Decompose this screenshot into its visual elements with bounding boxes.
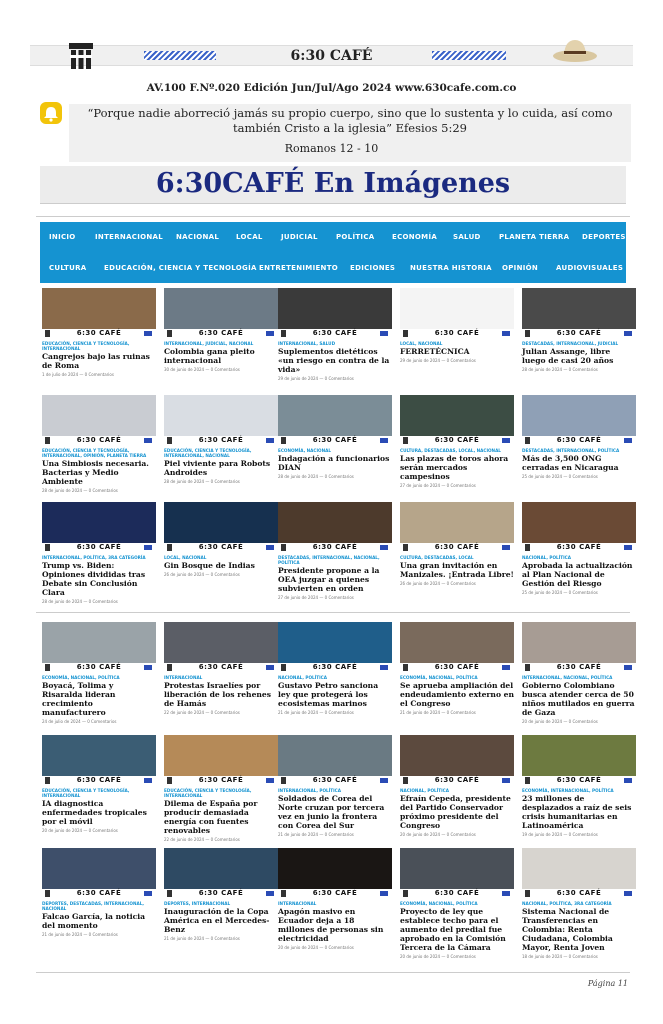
image-watermark-band: [164, 329, 278, 338]
news-meta: 20 de junio de 2024 — 0 Comentarios: [400, 954, 476, 959]
watermark-text: 6:30 CAFÉ: [556, 776, 602, 784]
news-card[interactable]: [278, 848, 392, 950]
flag-icon: [380, 545, 388, 550]
flag-icon: [266, 665, 274, 670]
news-title[interactable]: Más de 3,500 ONG cerradas en Nicaragua: [522, 454, 619, 472]
watermark-text: 6:30 CAFÉ: [76, 889, 122, 897]
news-category[interactable]: EDUCACIÓN, CIENCIA Y TECNOLOGÍA, INTERNACIONAL: [42, 341, 130, 351]
news-meta: 26 de junio de 2024 — 0 Comentarios: [164, 572, 240, 577]
news-image[interactable]: [278, 848, 392, 898]
news-card[interactable]: [522, 622, 636, 724]
news-category[interactable]: ECONOMÍA, NACIONAL, POLÍTICA: [42, 675, 120, 680]
news-card[interactable]: [42, 395, 156, 493]
news-title[interactable]: Trump vs. Biden: Opiniones divididas tras Debate sin Conclusión Clara: [42, 561, 146, 597]
news-card[interactable]: [42, 848, 156, 937]
flag-icon: [380, 331, 388, 336]
news-meta: 1 de julio de 2024 — 0 Comentarios: [42, 372, 114, 377]
image-watermark-band: [42, 543, 156, 552]
news-meta: 21 de junio de 2024 — 0 Comentarios: [278, 710, 354, 715]
news-title[interactable]: Falcao García, la noticia del momento: [42, 912, 146, 930]
edition-line: AV.100 F.Nº.020 Edición Jun/Jul/Ago 2024 www.630cafe.com.co: [146, 82, 517, 94]
page-number: Página 11: [587, 979, 628, 988]
image-watermark-band: [278, 329, 392, 338]
flag-icon: [144, 778, 152, 783]
news-card[interactable]: [42, 502, 156, 604]
news-card[interactable]: [400, 735, 514, 837]
news-card[interactable]: [278, 288, 392, 381]
news-image[interactable]: [42, 735, 156, 785]
news-meta: 28 de junio de 2024 — 0 Comentarios: [42, 599, 118, 604]
nav-menu: [40, 222, 626, 283]
watermark-text: 6:30 CAFÉ: [198, 329, 244, 337]
news-card[interactable]: [164, 288, 278, 372]
news-title[interactable]: Indagación a funcionarios DIAN: [278, 454, 390, 472]
news-image[interactable]: [400, 502, 514, 552]
watermark-text: 6:30 CAFÉ: [434, 889, 480, 897]
news-category[interactable]: EDUCACIÓN, CIENCIA Y TECNOLOGÍA, INTERNACIONAL: [164, 788, 252, 798]
flag-icon: [266, 778, 274, 783]
flag-icon: [144, 438, 152, 443]
image-watermark-band: [522, 663, 636, 672]
news-image[interactable]: [278, 622, 392, 672]
image-watermark-band: [42, 436, 156, 445]
news-category[interactable]: NACIONAL, POLÍTICA: [522, 555, 571, 560]
news-title[interactable]: 23 millones de desplazados a raíz de seis crisis humanitarias en Latinoamérica: [522, 794, 632, 830]
watermark-text: 6:30 CAFÉ: [76, 776, 122, 784]
news-category[interactable]: ECONOMÍA, NACIONAL, POLÍTICA: [400, 901, 478, 906]
news-image[interactable]: [42, 288, 156, 338]
news-category[interactable]: DEPORTES, INTERNACIONAL: [164, 901, 231, 906]
news-image[interactable]: [522, 395, 636, 445]
watermark-text: 6:30 CAFÉ: [312, 543, 358, 551]
news-meta: 27 de junio de 2024 — 0 Comentarios: [278, 595, 354, 600]
news-meta: 29 de junio de 2024 — 0 Comentarios: [278, 376, 354, 381]
news-title[interactable]: Sistema Nacional de Transferencias en Colombia: Renta Ciudadana, Colombia Mayor, Renta Joven: [522, 907, 613, 952]
news-card[interactable]: [522, 395, 636, 479]
watermark-text: 6:30 CAFÉ: [76, 543, 122, 551]
news-card[interactable]: [278, 622, 392, 715]
watermark-text: 6:30 CAFÉ: [434, 663, 480, 671]
news-card[interactable]: [400, 848, 514, 959]
bell-icon: [40, 102, 62, 124]
flag-icon: [502, 778, 510, 783]
flag-icon: [502, 331, 510, 336]
news-card[interactable]: [164, 622, 278, 715]
image-watermark-band: [42, 329, 156, 338]
flag-icon: [266, 891, 274, 896]
news-image[interactable]: [522, 288, 636, 338]
watermark-text: 6:30 CAFÉ: [76, 663, 122, 671]
divider: [36, 972, 630, 973]
nav-item-salud[interactable]: SALUD: [453, 233, 481, 241]
news-image[interactable]: [164, 848, 278, 898]
flag-icon: [624, 545, 632, 550]
news-card[interactable]: [164, 848, 278, 941]
news-title[interactable]: Protestas Israelíes por liberación de los rehenes de Hamás: [164, 681, 272, 708]
flag-icon: [144, 665, 152, 670]
news-card[interactable]: [278, 735, 392, 837]
watermark-text: 6:30 CAFÉ: [434, 776, 480, 784]
image-watermark-band: [164, 663, 278, 672]
news-category[interactable]: ECONOMÍA, INTERNACIONAL, POLÍTICA: [522, 788, 614, 793]
news-category[interactable]: DESTACADAS, INTERNACIONAL, POLÍTICA: [522, 448, 620, 453]
news-meta: 26 de junio de 2024 — 0 Comentarios: [400, 581, 476, 586]
news-card[interactable]: [400, 622, 514, 715]
news-title[interactable]: Gobierno Colombiano busca atender cerca de 50 niños mutilados en guerra de Gaza: [522, 681, 635, 717]
news-image[interactable]: [164, 288, 278, 338]
news-title[interactable]: FERRETÉCNICA: [400, 347, 470, 356]
watermark-text: 6:30 CAFÉ: [556, 663, 602, 671]
news-image[interactable]: [522, 848, 636, 898]
flag-icon: [502, 438, 510, 443]
news-image[interactable]: [42, 622, 156, 672]
news-category[interactable]: INTERNACIONAL, NACIONAL, POLÍTICA: [522, 675, 613, 680]
image-watermark-band: [278, 663, 392, 672]
news-meta: 18 de junio de 2024 — 0 Comentarios: [522, 954, 598, 959]
news-category[interactable]: INTERNACIONAL: [278, 901, 317, 906]
news-card[interactable]: [522, 735, 636, 837]
news-image[interactable]: [278, 735, 392, 785]
news-category[interactable]: DESTACADAS, INTERNACIONAL, NACIONAL, POLÍTICA: [278, 555, 380, 565]
nav-item-economia[interactable]: ECONOMÍA: [392, 233, 438, 241]
image-watermark-band: [400, 663, 514, 672]
image-watermark-band: [278, 543, 392, 552]
image-watermark-band: [400, 543, 514, 552]
news-title[interactable]: Piel viviente para Robots Androides: [164, 459, 271, 477]
news-category[interactable]: NACIONAL, POLÍTICA: [278, 675, 327, 680]
news-category[interactable]: DESTACADAS, INTERNACIONAL, JUDICIAL: [522, 341, 619, 346]
flag-icon: [144, 891, 152, 896]
news-meta: 22 de junio de 2024 — 0 Comentarios: [164, 837, 240, 842]
nav-item-planeta-tierra[interactable]: PLANETA TIERRA: [499, 233, 570, 241]
news-image[interactable]: [164, 622, 278, 672]
news-title[interactable]: Gin Bosque de Indias: [164, 561, 255, 570]
news-category[interactable]: CULTURA, DESTACADAS, LOCAL: [400, 555, 474, 560]
news-card[interactable]: [42, 622, 156, 724]
watermark-text: 6:30 CAFÉ: [312, 776, 358, 784]
news-card[interactable]: [400, 288, 514, 363]
nav-item-opinion[interactable]: OPINIÓN: [502, 264, 539, 272]
news-meta: 25 de junio de 2024 — 0 Comentarios: [522, 474, 598, 479]
news-meta: 28 de junio de 2024 — 0 Comentarios: [278, 474, 354, 479]
flag-icon: [624, 665, 632, 670]
news-title[interactable]: Suplementos dietéticos «un riesgo en contra de la vida»: [278, 347, 390, 374]
nav-item-entretenimiento[interactable]: ENTRETENIMIENTO: [259, 264, 339, 272]
flag-icon: [144, 545, 152, 550]
news-card[interactable]: [278, 395, 392, 479]
news-category[interactable]: DEPORTES, DESTACADAS, INTERNACIONAL, NACIONAL: [42, 901, 144, 911]
flag-icon: [624, 438, 632, 443]
nav-item-cultura[interactable]: CULTURA: [49, 264, 87, 272]
watermark-text: 6:30 CAFÉ: [198, 889, 244, 897]
news-title[interactable]: Soldados de Corea del Norte cruzan por tercera vez en junio la frontera con Corea del Sur: [278, 794, 385, 830]
news-image[interactable]: [522, 735, 636, 785]
news-meta: 21 de junio de 2024 — 0 Comentarios: [278, 832, 354, 837]
nav-item-nacional[interactable]: NACIONAL: [176, 233, 220, 241]
news-meta: 28 de junio de 2024 — 0 Comentarios: [164, 479, 240, 484]
bible-quote: “Porque nadie aborreció jamás su propio cuerpo, sino que lo sustenta y lo cuida, así como también Cristo a la iglesia” Efesios 5:29: [87, 106, 613, 135]
flag-icon: [502, 545, 510, 550]
news-meta: 25 de junio de 2024 — 0 Comentarios: [522, 590, 598, 595]
image-watermark-band: [278, 889, 392, 898]
watermark-text: 6:30 CAFÉ: [312, 663, 358, 671]
news-meta: 28 de junio de 2024 — 0 Comentarios: [522, 367, 598, 372]
news-card[interactable]: [164, 502, 278, 577]
news-category[interactable]: EDUCACIÓN, CIENCIA Y TECNOLOGÍA, INTERNACIONAL, NACIONAL: [164, 448, 252, 458]
news-category[interactable]: INTERNACIONAL, JUDICIAL, NACIONAL: [164, 341, 254, 346]
news-title[interactable]: Julian Assange, libre luego de casi 20 años: [522, 347, 614, 365]
news-title[interactable]: Una Simbiosis necesaria. Bacterias y Medio Ambiente: [42, 459, 149, 486]
nav-item-nuestra-historia[interactable]: NUESTRA HISTORIA: [410, 264, 492, 272]
news-card[interactable]: [42, 288, 156, 377]
news-title[interactable]: Una gran invitación en Manizales. ¡Entrada Libre!: [400, 561, 514, 579]
image-watermark-band: [400, 889, 514, 898]
quote-reference: Romanos 12 - 10: [284, 142, 379, 155]
watermark-text: 6:30 CAFÉ: [198, 543, 244, 551]
news-title[interactable]: Gustavo Petro sanciona ley que protegerá los ecosistemas marinos: [278, 681, 379, 708]
news-image[interactable]: [400, 735, 514, 785]
news-card[interactable]: [164, 395, 278, 484]
news-card[interactable]: [522, 288, 636, 372]
nav-item-audiovisuales[interactable]: AUDIOVISUALES: [556, 264, 624, 272]
news-category[interactable]: EDUCACIÓN, CIENCIA Y TECNOLOGÍA, INTERNACIONAL: [42, 788, 130, 798]
hat-icon: [552, 36, 598, 64]
news-meta: 24 de julio de 2024 — 0 Comentarios: [42, 719, 117, 724]
news-category[interactable]: CULTURA, DESTACADAS, LOCAL, NACIONAL: [400, 448, 501, 453]
nav-item-internacional[interactable]: INTERNACIONAL: [95, 233, 164, 241]
news-card[interactable]: [400, 395, 514, 488]
image-watermark-band: [42, 776, 156, 785]
news-meta: 20 de junio de 2024 — 0 Comentarios: [400, 832, 476, 837]
image-watermark-band: [522, 543, 636, 552]
news-image[interactable]: [42, 848, 156, 898]
image-watermark-band: [278, 436, 392, 445]
flag-icon: [624, 778, 632, 783]
image-watermark-band: [42, 663, 156, 672]
news-category[interactable]: EDUCACIÓN, CIENCIA Y TECNOLOGÍA, INTERNACIONAL, OPINIÓN, PLANETA TIERRA: [42, 448, 147, 458]
news-image[interactable]: [522, 622, 636, 672]
news-image[interactable]: [42, 502, 156, 552]
news-meta: 20 de junio de 2024 — 0 Comentarios: [42, 828, 118, 833]
news-title[interactable]: Efraín Cepeda, presidente del Partido Conservador próximo presidente del Congreso: [400, 794, 511, 830]
news-image[interactable]: [42, 395, 156, 445]
brand-title: 6:30 CAFÉ: [290, 48, 373, 64]
image-watermark-band: [522, 436, 636, 445]
news-title[interactable]: Se aprueba ampliación del endeudamiento externo en el Congreso: [400, 681, 515, 708]
news-meta: 27 de junio de 2024 — 0 Comentarios: [400, 483, 476, 488]
news-title[interactable]: Inauguración de la Copa América en el Mercedes-Benz: [164, 907, 270, 934]
news-category[interactable]: ECONOMÍA, NACIONAL: [278, 448, 332, 453]
news-meta: 21 de junio de 2024 — 0 Comentarios: [400, 710, 476, 715]
flag-icon: [380, 891, 388, 896]
news-meta: 21 de junio de 2024 — 0 Comentarios: [42, 932, 118, 937]
news-meta: 19 de junio de 2024 — 0 Comentarios: [522, 832, 598, 837]
watermark-text: 6:30 CAFÉ: [312, 436, 358, 444]
news-title[interactable]: Proyecto de ley que establece techo para el aumento del predial fue aprobado en la Comisión Tercera de la Cámara: [400, 907, 506, 952]
news-title[interactable]: IA diagnostica enfermedades tropicales por el móvil: [42, 799, 147, 826]
image-watermark-band: [42, 889, 156, 898]
flag-icon: [266, 331, 274, 336]
flag-icon: [502, 665, 510, 670]
divider: [36, 612, 630, 613]
news-category[interactable]: ECONOMÍA, NACIONAL, POLÍTICA: [400, 675, 478, 680]
watermark-text: 6:30 CAFÉ: [434, 329, 480, 337]
image-watermark-band: [400, 436, 514, 445]
news-image[interactable]: [400, 622, 514, 672]
news-meta: 20 de junio de 2024 — 0 Comentarios: [278, 945, 354, 950]
flag-icon: [380, 665, 388, 670]
watermark-text: 6:30 CAFÉ: [198, 663, 244, 671]
flag-icon: [380, 778, 388, 783]
nav-item-inicio[interactable]: INICIO: [49, 233, 76, 241]
news-image[interactable]: [278, 395, 392, 445]
news-category[interactable]: LOCAL, NACIONAL: [164, 555, 207, 560]
news-image[interactable]: [164, 502, 278, 552]
news-image[interactable]: [164, 735, 278, 785]
news-image[interactable]: [400, 848, 514, 898]
news-meta: 30 de junio de 2024 — 0 Comentarios: [164, 367, 240, 372]
watermark-text: 6:30 CAFÉ: [556, 436, 602, 444]
watermark-text: 6:30 CAFÉ: [312, 889, 358, 897]
image-watermark-band: [164, 889, 278, 898]
nav-item-educacion[interactable]: EDUCACIÓN, CIENCIA Y TECNOLOGÍA: [104, 264, 257, 272]
image-watermark-band: [164, 436, 278, 445]
news-image[interactable]: [400, 288, 514, 338]
watermark-text: 6:30 CAFÉ: [198, 776, 244, 784]
image-watermark-band: [522, 329, 636, 338]
nav-item-judicial[interactable]: JUDICIAL: [281, 233, 318, 241]
watermark-text: 6:30 CAFÉ: [312, 329, 358, 337]
nav-item-local[interactable]: LOCAL: [236, 233, 263, 241]
image-watermark-band: [278, 776, 392, 785]
news-title[interactable]: Aprobada la actualización al Plan Nacional de Gestión del Riesgo: [522, 561, 633, 588]
watermark-text: 6:30 CAFÉ: [76, 329, 122, 337]
news-category[interactable]: INTERNACIONAL, POLÍTICA, 3RA CATEGORÍA: [42, 555, 146, 560]
image-watermark-band: [164, 776, 278, 785]
news-category[interactable]: LOCAL, NACIONAL: [400, 341, 443, 346]
news-image[interactable]: [400, 395, 514, 445]
news-title[interactable]: Colombia gana pleito internacional: [164, 347, 255, 365]
image-watermark-band: [522, 889, 636, 898]
flag-icon: [380, 438, 388, 443]
news-meta: 22 de junio de 2024 — 0 Comentarios: [164, 710, 240, 715]
image-watermark-band: [400, 329, 514, 338]
news-card[interactable]: [42, 735, 156, 833]
image-watermark-band: [400, 776, 514, 785]
news-category[interactable]: INTERNACIONAL: [164, 675, 203, 680]
news-image[interactable]: [164, 395, 278, 445]
flag-icon: [624, 891, 632, 896]
news-meta: 28 de junio de 2024 — 0 Comentarios: [42, 488, 118, 493]
news-card[interactable]: [400, 502, 514, 586]
news-meta: 20 de junio de 2024 — 0 Comentarios: [522, 719, 598, 724]
news-meta: 29 de junio de 2024 — 0 Comentarios: [400, 358, 476, 363]
news-title[interactable]: Apagón masivo en Ecuador deja a 18 millones de personas sin electricidad: [278, 907, 384, 943]
news-title[interactable]: Cangrejos bajo las ruinas de Roma: [42, 352, 150, 370]
news-title[interactable]: Presidente propone a la OEA juzgar a quienes subvierten en orden: [278, 566, 380, 593]
news-card[interactable]: [164, 735, 278, 842]
watermark-text: 6:30 CAFÉ: [556, 543, 602, 551]
watermark-text: 6:30 CAFÉ: [556, 889, 602, 897]
news-title[interactable]: Las plazas de toros ahora serán mercados campesinos: [400, 454, 509, 481]
section-title: 6:30CAFÉ En Imágenes: [155, 168, 511, 199]
image-watermark-band: [164, 543, 278, 552]
image-watermark-band: [522, 776, 636, 785]
flag-icon: [266, 438, 274, 443]
news-image[interactable]: [278, 288, 392, 338]
watermark-text: 6:30 CAFÉ: [434, 436, 480, 444]
watermark-text: 6:30 CAFÉ: [434, 543, 480, 551]
flag-icon: [144, 331, 152, 336]
flag-icon: [266, 545, 274, 550]
news-category[interactable]: NACIONAL, POLÍTICA, 3RA CATEGORÍA: [522, 901, 612, 906]
news-image[interactable]: [278, 502, 392, 552]
flag-icon: [502, 891, 510, 896]
news-category[interactable]: NACIONAL, POLÍTICA: [400, 788, 449, 793]
nav-item-ediciones[interactable]: EDICIONES: [350, 264, 396, 272]
nav-item-deportes[interactable]: DEPORTES: [582, 233, 626, 241]
news-card[interactable]: [522, 502, 636, 595]
news-category[interactable]: INTERNACIONAL, SALUD: [278, 341, 336, 346]
news-category[interactable]: INTERNACIONAL, POLÍTICA: [278, 788, 341, 793]
news-card[interactable]: [522, 848, 636, 959]
watermark-text: 6:30 CAFÉ: [556, 329, 602, 337]
watermark-text: 6:30 CAFÉ: [198, 436, 244, 444]
news-image[interactable]: [522, 502, 636, 552]
nav-item-politica[interactable]: POLÍTICA: [336, 233, 375, 241]
news-title[interactable]: Boyacá, Tolima y Risaralda lideran crecimiento manufacturero: [42, 681, 116, 717]
watermark-text: 6:30 CAFÉ: [76, 436, 122, 444]
divider: [36, 216, 630, 217]
flag-icon: [624, 331, 632, 336]
news-card[interactable]: [278, 502, 392, 600]
news-title[interactable]: Dilema de España por producir demasiada energía con fuentes renovables: [164, 799, 258, 835]
news-meta: 21 de junio de 2024 — 0 Comentarios: [164, 936, 240, 941]
